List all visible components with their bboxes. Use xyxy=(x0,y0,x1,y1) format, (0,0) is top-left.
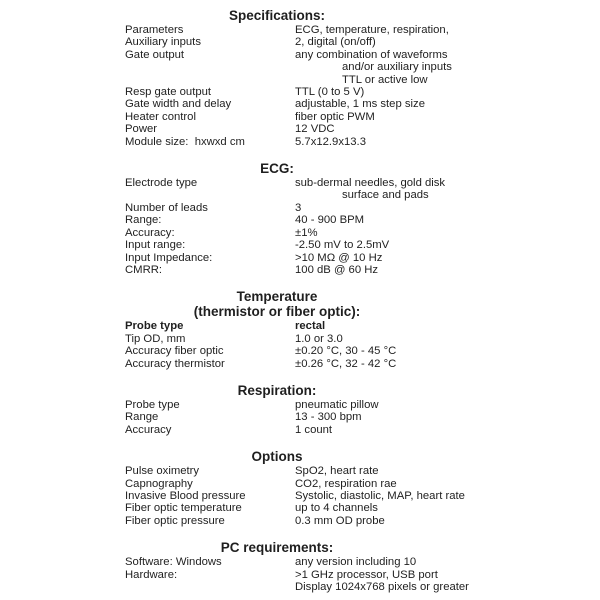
spec-label: Number of leads xyxy=(125,201,208,214)
spec-rows xyxy=(0,556,600,593)
spec-row xyxy=(0,202,600,214)
spec-label: Accuracy thermistor xyxy=(125,357,225,370)
spec-row xyxy=(0,36,600,48)
spec-row xyxy=(0,345,600,357)
spec-label: Accuracy fiber optic xyxy=(125,345,224,358)
spec-label: Power xyxy=(125,123,158,136)
spec-rows xyxy=(0,465,600,527)
spec-label: Heater control xyxy=(125,110,196,123)
section-heading: Temperature xyxy=(236,289,318,305)
spec-value: Systolic, diastolic, MAP, heart rate xyxy=(295,489,465,502)
spec-value: sub-dermal needles, gold disk xyxy=(295,177,446,190)
spec-label: Hardware: xyxy=(125,568,178,581)
spec-label: Probe type xyxy=(125,320,184,333)
spec-label: Software: Windows xyxy=(125,556,222,569)
spec-label: Input Impedance: xyxy=(125,251,213,264)
spec-value: 100 dB @ 60 Hz xyxy=(295,263,379,276)
spec-label xyxy=(125,74,295,86)
spec-value: Display 1024x768 pixels or greater xyxy=(295,581,469,593)
spec-value: TTL (0 to 5 V) xyxy=(295,86,365,99)
spec-label xyxy=(125,581,295,593)
spec-label: Fiber optic pressure xyxy=(125,514,225,527)
spec-row xyxy=(0,424,600,436)
section-specifications xyxy=(0,8,600,148)
spec-row xyxy=(0,556,600,568)
spec-label: Input range: xyxy=(125,239,186,252)
spec-row xyxy=(0,214,600,226)
spec-row xyxy=(0,49,600,61)
spec-label: Electrode type xyxy=(125,177,198,190)
spec-row xyxy=(0,252,600,264)
section-temperature xyxy=(0,289,600,370)
spec-value: SpO2, heart rate xyxy=(295,465,379,478)
spec-label: Capnography xyxy=(125,477,193,490)
spec-row xyxy=(0,239,600,251)
spec-row xyxy=(0,98,600,110)
section-options xyxy=(0,449,600,527)
spec-value: -2.50 mV to 2.5mV xyxy=(295,239,390,252)
spec-label xyxy=(125,189,295,201)
spec-row xyxy=(0,411,600,423)
spec-value: pneumatic pillow xyxy=(295,398,379,411)
spec-value: >1 GHz processor, USB port xyxy=(295,568,438,581)
spec-value: and/or auxiliary inputs xyxy=(342,61,452,74)
spec-label: Tip OD, mm xyxy=(125,332,186,345)
spec-value: ±0.26 °C, 32 - 42 °C xyxy=(295,357,397,370)
spec-row xyxy=(0,136,600,148)
spec-value: 1 count xyxy=(295,423,333,436)
section-heading-subline: (thermistor or fiber optic): xyxy=(193,304,361,320)
spec-value: surface and pads xyxy=(342,189,429,202)
section-heading: Specifications: xyxy=(228,8,326,23)
spec-row xyxy=(0,61,600,73)
spec-label: Gate output xyxy=(125,48,185,61)
spec-value: any combination of waveforms xyxy=(295,48,448,61)
spec-value: TTL or active low xyxy=(342,73,428,86)
spec-label: Range: xyxy=(125,214,162,227)
spec-row xyxy=(0,74,600,86)
spec-row xyxy=(0,123,600,135)
spec-row xyxy=(0,515,600,527)
spec-value: 40 - 900 BPM xyxy=(295,214,365,227)
section-pc-requirements xyxy=(0,540,600,593)
spec-label: Parameters xyxy=(125,24,184,36)
spec-row xyxy=(0,86,600,98)
spec-row xyxy=(0,227,600,239)
spec-label: Probe type xyxy=(125,398,180,411)
spec-label: Accuracy: xyxy=(125,226,175,239)
spec-value: ECG, temperature, respiration, xyxy=(295,24,449,36)
spec-label: CMRR: xyxy=(125,263,163,276)
spec-row xyxy=(0,478,600,490)
spec-value: 5.7x12.9x13.3 xyxy=(295,135,366,148)
spec-value: >10 MΩ @ 10 Hz xyxy=(295,251,383,264)
section-heading: ECG: xyxy=(260,161,294,177)
spec-row xyxy=(0,569,600,581)
spec-label: Pulse oximetry xyxy=(125,465,200,478)
spec-label: Auxiliary inputs xyxy=(125,36,201,49)
spec-label: Fiber optic temperature xyxy=(125,502,242,515)
spec-value: CO2, respiration rae xyxy=(295,477,397,490)
spec-rows xyxy=(0,399,600,436)
spec-value: 1.0 or 3.0 xyxy=(295,332,343,345)
spec-rows xyxy=(0,177,600,276)
section-heading: Respiration: xyxy=(237,382,317,398)
section-heading: Options xyxy=(251,449,303,465)
spec-row xyxy=(0,502,600,514)
spec-label: Resp gate output xyxy=(125,86,212,99)
spec-row xyxy=(0,358,600,370)
section-ecg xyxy=(0,161,600,276)
section-respiration xyxy=(0,383,600,436)
spec-row xyxy=(0,111,600,123)
spec-value: ±0.20 °C, 30 - 45 °C xyxy=(295,345,397,358)
spec-value: up to 4 channels xyxy=(295,502,378,515)
spec-value: 2, digital (on/off) xyxy=(295,36,376,49)
spec-value: adjustable, 1 ms step size xyxy=(295,98,425,111)
spec-value: rectal xyxy=(295,320,326,333)
spec-value: 3 xyxy=(295,201,302,214)
spec-row xyxy=(0,189,600,201)
spec-label: Accuracy xyxy=(125,423,172,436)
spec-row xyxy=(0,581,600,593)
spec-value: fiber optic PWM xyxy=(295,110,375,123)
spec-label xyxy=(125,61,295,73)
spec-value: any version including 10 xyxy=(295,556,417,569)
spec-rows xyxy=(0,320,600,370)
section-heading: PC requirements: xyxy=(220,540,334,556)
spec-row xyxy=(0,333,600,345)
spec-label: Range xyxy=(125,411,159,424)
spec-value: ±1% xyxy=(295,226,318,239)
spec-row xyxy=(0,24,600,36)
spec-row xyxy=(0,177,600,189)
spec-row xyxy=(0,264,600,276)
spec-label: Module size: hxwxd cm xyxy=(125,135,245,148)
spec-value: 13 - 300 bpm xyxy=(295,411,362,424)
spec-row xyxy=(0,465,600,477)
spec-rows xyxy=(0,24,600,148)
spec-row xyxy=(0,320,600,332)
spec-row xyxy=(0,490,600,502)
spec-value: 12 VDC xyxy=(295,123,335,136)
spec-label: Invasive Blood pressure xyxy=(125,489,246,502)
spec-label: Gate width and delay xyxy=(125,98,232,111)
spec-value: 0.3 mm OD probe xyxy=(295,514,385,527)
spec-row xyxy=(0,399,600,411)
